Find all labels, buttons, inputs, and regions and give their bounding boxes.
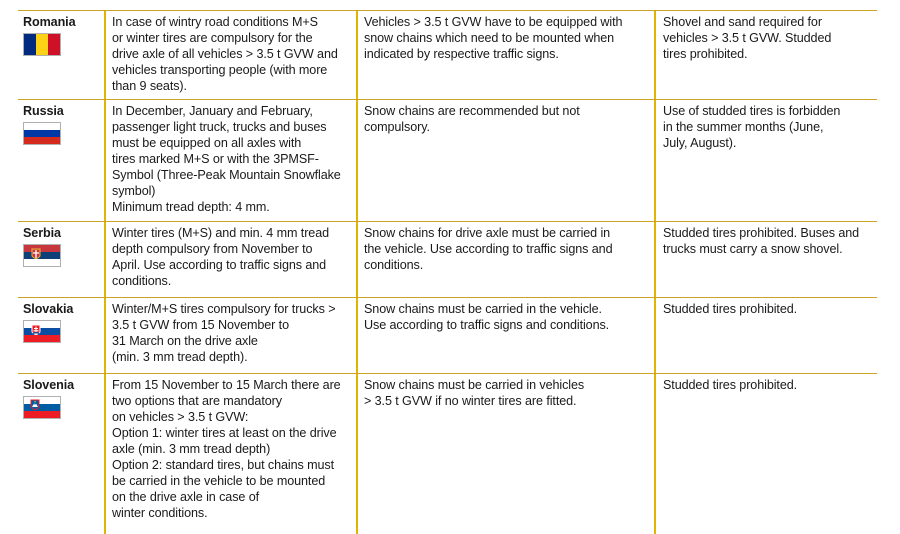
column-divider [654, 222, 656, 297]
column-divider [654, 11, 656, 99]
country-cell [18, 11, 105, 99]
column-divider [356, 11, 358, 99]
snow-chains-cell: Snow chains are recommended but not compulsory. [364, 104, 580, 134]
winter-tires-cell: Winter/M+S tires compulsory for trucks > 3.5 t GVW from 15 November to 31 March on the drive axle (min. 3 mm tread depth). [112, 302, 336, 364]
winter-tires-cell: In case of wintry road conditions M+S or winter tires are compulsory for the drive axle of all vehicles > 3.5 t GVW and vehicles transporting people (with more than 9 seats). [112, 15, 338, 93]
snow-chains-cell: Snow chains must be carried in the vehicle. Use according to traffic signs and conditions. [364, 302, 610, 332]
slovakia-flag-icon [23, 320, 61, 343]
russia-flag-icon [23, 122, 61, 145]
country-cell [18, 100, 105, 221]
column-divider [104, 298, 106, 373]
table-row-slovakia [18, 298, 877, 374]
winter-tires-cell: From 15 November to 15 March there are two options that are mandatory on vehicles > 3.5 t GVW: Option 1: winter tires at least on the drive axle (min. 3 mm tread depth) Option 2: standard tires, but chains must be carried in the vehicle to be mounted on the drive axle in case of winter conditions. [112, 378, 341, 520]
slovenia-flag-icon [23, 396, 61, 419]
serbia-flag-icon [23, 244, 61, 267]
other-rules-cell: Shovel and sand required for vehicles > 3.5 t GVW. Studded tires prohibited. [663, 15, 832, 61]
column-divider [654, 100, 656, 221]
serbia-coat-of-arms-icon [31, 248, 41, 262]
column-divider [104, 11, 106, 99]
country-name: Serbia [23, 226, 61, 240]
column-divider [104, 374, 106, 534]
column-divider [356, 100, 358, 221]
snow-chains-cell: Vehicles > 3.5 t GVW have to be equipped with snow chains which need to be mounted when indicated by respective traffic signs. [364, 15, 623, 61]
column-divider [356, 374, 358, 534]
column-divider [104, 222, 106, 297]
column-divider [356, 222, 358, 297]
table-row-romania [18, 10, 877, 100]
column-divider [654, 374, 656, 534]
slovakia-coat-of-arms-icon [31, 324, 41, 338]
other-rules-cell: Studded tires prohibited. Buses and trucks must carry a snow shovel. [663, 226, 860, 256]
table-row-russia [18, 100, 877, 222]
country-cell [18, 222, 105, 297]
winter-tires-cell: In December, January and February, passenger light truck, trucks and buses must be equipped on all axles with tires marked M+S or with the 3PMSF- Symbol (Three-Peak Mountain Snowflake symbol) Minimum tread depth: 4 mm. [112, 104, 341, 214]
other-rules-cell: Use of studded tires is forbidden in the summer months (June, July, August). [663, 104, 841, 150]
winter-tires-cell: Winter tires (M+S) and min. 4 mm tread depth compulsory from November to April. Use according to traffic signs and conditions. [112, 226, 329, 288]
country-name: Russia [23, 104, 64, 118]
other-rules-cell: Studded tires prohibited. [663, 302, 798, 316]
column-divider [654, 298, 656, 373]
romania-flag-icon [23, 33, 61, 56]
column-divider [104, 100, 106, 221]
slovenia-coat-of-arms-icon [30, 399, 40, 413]
column-divider [356, 298, 358, 373]
country-cell [18, 374, 105, 534]
snow-chains-cell: Snow chains must be carried in vehicles > 3.5 t GVW if no winter tires are fitted. [364, 378, 585, 408]
other-rules-cell: Studded tires prohibited. [663, 378, 798, 392]
country-name: Slovenia [23, 378, 74, 392]
snow-chains-cell: Snow chains for drive axle must be carried in the vehicle. Use according to traffic signs and conditions. [364, 226, 613, 272]
country-name: Slovakia [23, 302, 74, 316]
country-cell [18, 298, 105, 373]
table-row-serbia [18, 222, 877, 298]
country-name: Romania [23, 15, 76, 29]
regulations-table [18, 10, 877, 534]
table-row-slovenia [18, 374, 877, 534]
